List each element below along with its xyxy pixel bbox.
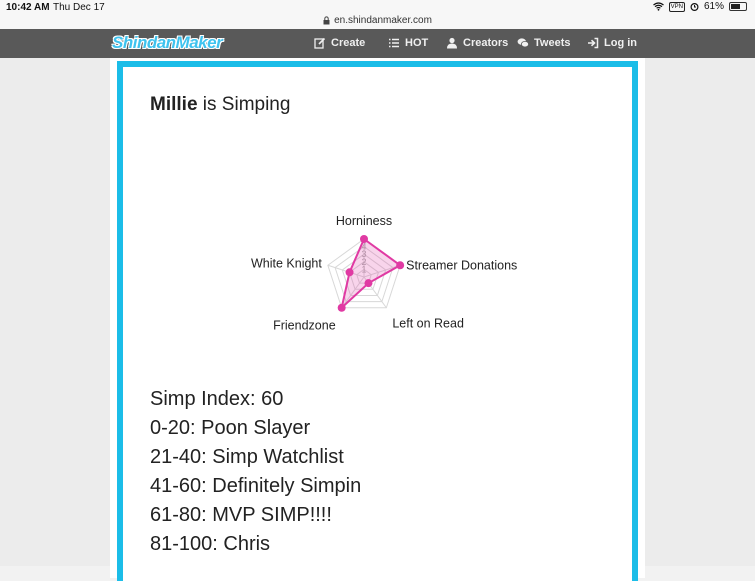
result-line: 0-20: Poon Slayer: [150, 417, 311, 439]
user-icon: [446, 37, 458, 49]
result-line: Simp Index: 60: [150, 388, 284, 410]
status-date: Thu Dec 17: [53, 2, 105, 13]
nav-hot[interactable]: [388, 37, 428, 49]
site-navbar: [0, 29, 755, 58]
battery-icon: [729, 2, 747, 11]
radar-axis-label: Streamer Donations: [406, 258, 518, 273]
nav-creators-label: Creators: [463, 37, 509, 49]
nav-login-label: Log in: [604, 37, 637, 49]
list-icon: [388, 37, 400, 49]
status-time: 10:42 AM: [6, 2, 50, 13]
result-name: Millie: [150, 94, 198, 115]
result-lines: [150, 385, 361, 559]
nav-hot-label: HOT: [405, 37, 429, 49]
login-icon: [587, 37, 599, 49]
url-bar[interactable]: [0, 14, 755, 29]
radar-axis-label: Horniness: [335, 214, 393, 228]
nav-login[interactable]: [587, 37, 637, 49]
radar-data-point: [338, 304, 346, 312]
radar-data-point: [360, 235, 368, 243]
url-text: en.shindanmaker.com: [334, 15, 432, 26]
chat-icon: [517, 37, 529, 49]
radar-axis-label: Friendzone: [273, 318, 336, 333]
radar-chart: [123, 67, 632, 377]
radar-data-point: [364, 279, 372, 287]
result-panel: [117, 61, 638, 581]
radar-data-point: [346, 268, 354, 276]
site-logo[interactable]: ShindanMaker: [112, 33, 223, 52]
alarm-icon: [690, 2, 699, 11]
result-line: 21-40: Simp Watchlist: [150, 446, 344, 468]
battery-percent: 61%: [703, 1, 724, 12]
radar-axis-label: Left on Read: [392, 316, 464, 331]
result-title-suffix: is Simping: [197, 94, 291, 115]
nav-create-label: Create: [331, 37, 366, 49]
result-line: 41-60: Definitely Simpin: [150, 475, 362, 497]
status-bar: [0, 0, 755, 14]
nav-tweets-label: Tweets: [534, 37, 571, 49]
vpn-badge: VPN: [670, 3, 683, 10]
wifi-icon: [653, 2, 664, 11]
nav-create[interactable]: [314, 37, 365, 49]
radar-data-point: [396, 261, 404, 269]
result-line: 81-100: Chris: [150, 533, 271, 555]
nav-creators[interactable]: [446, 37, 508, 49]
edit-icon: [314, 37, 326, 49]
nav-tweets[interactable]: [517, 37, 570, 49]
radar-axis-label: White Knight: [250, 256, 322, 271]
status-icons: [653, 1, 747, 12]
result-line: 61-80: MVP SIMP!!!!: [150, 504, 332, 526]
lock-icon: [323, 16, 330, 25]
